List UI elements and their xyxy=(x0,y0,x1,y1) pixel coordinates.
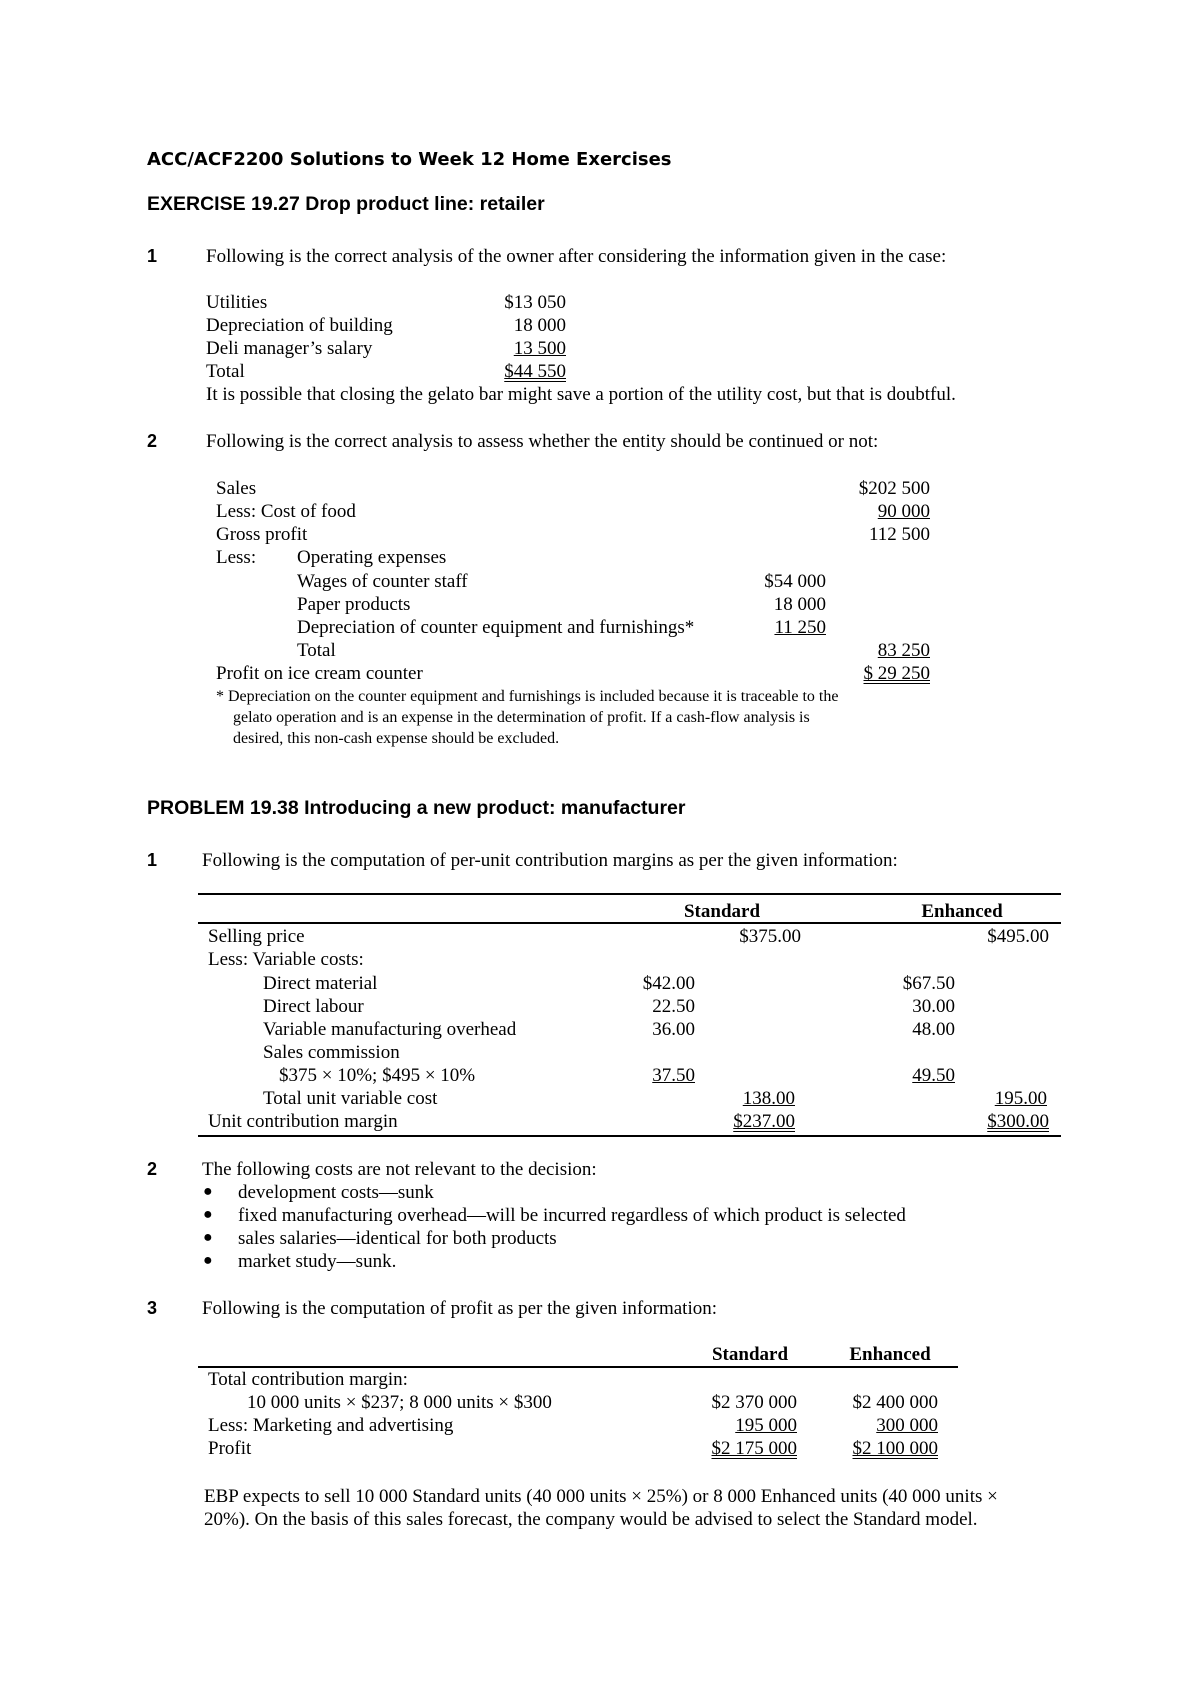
less-label: Less: xyxy=(216,547,257,568)
unit-contribution-margin-standard: $237.00 xyxy=(733,1111,795,1132)
exercise-part-1-intro: Following is the correct analysis of the owner after considering the information given in the case: xyxy=(206,246,947,267)
marketing-enhanced: 300 000 xyxy=(876,1415,938,1436)
direct-material-standard: $42.00 xyxy=(642,973,695,994)
utilities-label: Utilities xyxy=(206,292,268,313)
footnote-line-3: desired, this non-cash expense should be excluded. xyxy=(233,730,560,747)
less-variable-costs-label: Less: Variable costs: xyxy=(208,949,364,970)
direct-labour-standard: 22.50 xyxy=(652,996,695,1017)
total-contribution-margin-standard: $2 370 000 xyxy=(711,1392,797,1413)
depreciation-equipment-value: 11 250 xyxy=(774,617,826,638)
bullet-item-3: sales salaries—identical for both products xyxy=(238,1228,557,1249)
sales-label: Sales xyxy=(216,478,257,499)
wages-value: $54 000 xyxy=(764,571,826,592)
profit-enhanced: $2 100 000 xyxy=(852,1438,938,1459)
direct-labour-enhanced: 30.00 xyxy=(912,996,955,1017)
bullet-icon: ● xyxy=(203,1183,213,1200)
selling-price-enhanced: $495.00 xyxy=(987,926,1049,947)
problem-part-1-number: 1 xyxy=(147,850,158,870)
sales-value: $202 500 xyxy=(858,478,930,499)
depreciation-building-value: 18 000 xyxy=(513,315,566,336)
wages-label: Wages of counter staff xyxy=(297,571,468,592)
selling-price-standard: $375.00 xyxy=(739,926,801,947)
exercise-part-2-number: 2 xyxy=(147,431,158,451)
selling-price-label: Selling price xyxy=(208,926,305,947)
unit-contribution-margin-enhanced: $300.00 xyxy=(987,1111,1049,1132)
profit-counter-label: Profit on ice cream counter xyxy=(216,663,423,684)
problem-part-3-number: 3 xyxy=(147,1298,158,1318)
total-contribution-margin-label: Total contribution margin: xyxy=(208,1369,408,1390)
table1-top-rule xyxy=(198,893,1061,895)
total-unit-variable-cost-standard: 138.00 xyxy=(742,1088,795,1109)
cost-of-food-value: 90 000 xyxy=(877,501,930,522)
deli-salary-label: Deli manager’s salary xyxy=(206,338,373,359)
problem-part-2-number: 2 xyxy=(147,1159,158,1179)
unit-contribution-margin-label: Unit contribution margin xyxy=(208,1111,398,1132)
total-contribution-margin-enhanced: $2 400 000 xyxy=(852,1392,938,1413)
bullet-item-2: fixed manufacturing overhead—will be incurred regardless of which product is selected xyxy=(238,1205,906,1226)
sales-commission-enhanced: 49.50 xyxy=(912,1065,955,1086)
total-unit-variable-cost-label: Total unit variable cost xyxy=(263,1088,438,1109)
total-contribution-margin-detail: 10 000 units × $237; 8 000 units × $300 xyxy=(247,1392,552,1413)
opex-total-label: Total xyxy=(297,640,336,661)
depreciation-building-label: Depreciation of building xyxy=(206,315,393,336)
sales-commission-standard: 37.50 xyxy=(652,1065,695,1086)
table2-header-standard: Standard xyxy=(711,1344,789,1365)
problem-heading: PROBLEM 19.38 Introducing a new product: manufacturer xyxy=(147,797,686,819)
bullet-icon: ● xyxy=(203,1229,213,1246)
bullet-item-1: development costs—sunk xyxy=(238,1182,434,1203)
depreciation-equipment-label: Depreciation of counter equipment and furnishings* xyxy=(297,617,695,638)
deli-salary-value: 13 500 xyxy=(513,338,566,359)
gross-profit-value: 112 500 xyxy=(868,524,930,545)
conclusion-line-2: 20%). On the basis of this sales forecast, the company would be advised to select the Standard model. xyxy=(204,1509,978,1530)
opex-total-value: 83 250 xyxy=(877,640,930,661)
bullet-icon: ● xyxy=(203,1252,213,1269)
variable-overhead-label: Variable manufacturing overhead xyxy=(263,1019,517,1040)
exercise-part-1-number: 1 xyxy=(147,246,158,266)
bullet-icon: ● xyxy=(203,1206,213,1223)
profit-standard: $2 175 000 xyxy=(711,1438,797,1459)
marketing-label: Less: Marketing and advertising xyxy=(208,1415,454,1436)
p1-total-label: Total xyxy=(206,361,245,382)
table1-bottom-rule xyxy=(198,1135,1061,1137)
footnote-line-2: gelato operation and is an expense in the determination of profit. If a cash-flow analysis is xyxy=(233,709,810,726)
sales-commission-label: Sales commission xyxy=(263,1042,400,1063)
table1-header-standard: Standard xyxy=(683,901,761,922)
problem-part-3-intro: Following is the computation of profit as per the given information: xyxy=(202,1298,718,1319)
bullet-item-4: market study—sunk. xyxy=(238,1251,397,1272)
p1-total-value: $44 550 xyxy=(504,361,566,382)
table1-header-enhanced: Enhanced xyxy=(921,901,1003,922)
direct-labour-label: Direct labour xyxy=(263,996,364,1017)
profit-counter-value: $ 29 250 xyxy=(863,663,930,684)
exercise-heading: EXERCISE 19.27 Drop product line: retailer xyxy=(147,193,545,215)
paper-products-label: Paper products xyxy=(297,594,411,615)
variable-overhead-enhanced: 48.00 xyxy=(912,1019,955,1040)
utilities-value: $13 050 xyxy=(504,292,566,313)
paper-products-value: 18 000 xyxy=(773,594,826,615)
footnote-line-1: * Depreciation on the counter equipment and furnishings is included because it is traceable to the xyxy=(216,688,839,705)
total-unit-variable-cost-enhanced: 195.00 xyxy=(994,1088,1047,1109)
profit-label: Profit xyxy=(208,1438,252,1459)
exercise-part-2-intro: Following is the correct analysis to assess whether the entity should be continued or not: xyxy=(206,431,879,452)
cost-of-food-label: Less: Cost of food xyxy=(216,501,356,522)
exercise-part-1-note: It is possible that closing the gelato bar might save a portion of the utility cost, but that is doubtful. xyxy=(206,384,956,405)
document-title: ACC/ACF2200 Solutions to Week 12 Home Exercises xyxy=(147,149,672,170)
direct-material-label: Direct material xyxy=(263,973,378,994)
problem-part-2-intro: The following costs are not relevant to the decision: xyxy=(202,1159,597,1180)
table1-header-rule xyxy=(198,922,1061,924)
conclusion-line-1: EBP expects to sell 10 000 Standard units (40 000 units × 25%) or 8 000 Enhanced units (40 000 units × xyxy=(204,1486,998,1507)
gross-profit-label: Gross profit xyxy=(216,524,308,545)
problem-part-1-intro: Following is the computation of per-unit contribution margins as per the given information: xyxy=(202,850,898,871)
marketing-standard: 195 000 xyxy=(735,1415,797,1436)
table2-header-enhanced: Enhanced xyxy=(849,1344,931,1365)
sales-commission-detail: $375 × 10%; $495 × 10% xyxy=(279,1065,476,1086)
variable-overhead-standard: 36.00 xyxy=(652,1019,695,1040)
operating-expenses-label: Operating expenses xyxy=(297,547,447,568)
direct-material-enhanced: $67.50 xyxy=(902,973,955,994)
